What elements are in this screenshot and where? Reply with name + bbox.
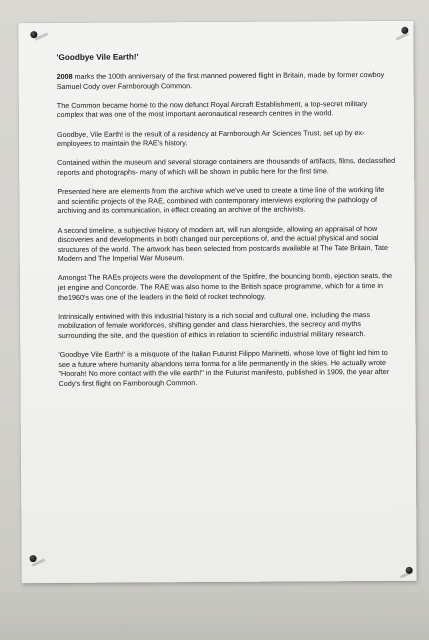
poster-title: 'Goodbye Vile Earth!' xyxy=(56,52,139,62)
pushpin-bottom-left xyxy=(30,555,37,562)
paragraph-text: marks the 100th anniversary of the first manned powered flight in Britain, made by former cowboy Samuel Cody over Farnborough Common. xyxy=(56,69,385,91)
pushpin-top-left xyxy=(30,31,37,38)
paragraph-1 xyxy=(57,70,395,91)
paragraph-6: A second timeline, a subjective history of modern art, will run alongside, allowing an appraisal of how discoveries and developments in both changed our perceptions of, and the actual physical and social structures of the world. The artwork has been selected from postcards available at The Tate Britain, Tate Modern and The Imperial War Museum. xyxy=(57,223,388,264)
pushpin-top-right xyxy=(401,27,408,34)
pushpin-bottom-right xyxy=(406,567,413,574)
paragraph-7: Amongst The RAEs projects were the development of the Spitfire, the bouncing bomb, ejection seats, the jet engine and Concorde. The RAE was also home to the British space programme, which for a time in the1960's was one of the leaders in the field of rocket technology. xyxy=(57,271,393,302)
paragraph-9: 'Goodbye Vile Earth!' is a misquote of the Italian Futurist Filippo Marinetti, whose love of flight led him to see a future where humanity abandons terra forma for a life permanently in the skies. He actually wrote "Hoorah! No more contact with the vile earth!" in the Futurist manifesto, published in 1909, the year after Cody's first flight on Farnborough Common. xyxy=(58,348,390,388)
paragraph-3: Goodbye, Vile Earth! is the result of a residency at Farnborough Air Sciences Trust, set up by ex-employees to maintain the RAE's history. xyxy=(56,127,365,149)
wall xyxy=(0,580,429,640)
poster-text xyxy=(56,51,396,398)
paragraph-5: Presented here are elements from the archive which we've used to create a time line of the working life and scientific projects of the RAE, combined with contemporary interviews exploring the pathology of archiving and its communication, in effect creating an archive of the archivists. xyxy=(57,185,385,216)
paragraph-lead: 2008 xyxy=(56,71,73,81)
paragraph-4: Contained within the museum and several storage containers are thousands of artifacts, films, declassified reports and photographs- many of which will be shown in public here for the first time. xyxy=(57,156,396,177)
paper-sheet xyxy=(18,21,416,583)
paragraph-8: Intrinsically entwined with this industrial history is a rich social and cultural one, including the mass mobilization of female workforces, shifting gender and class hierarchies, the secrecy and myths surrounding the site, and the question of ethics in relation to scientific industrial military research. xyxy=(58,309,371,341)
paragraph-2: The Common became home to the now defunct Royal Aircraft Establishment, a top-secret military complex that was one of the most important aeronautical research centres in the world. xyxy=(56,98,368,120)
